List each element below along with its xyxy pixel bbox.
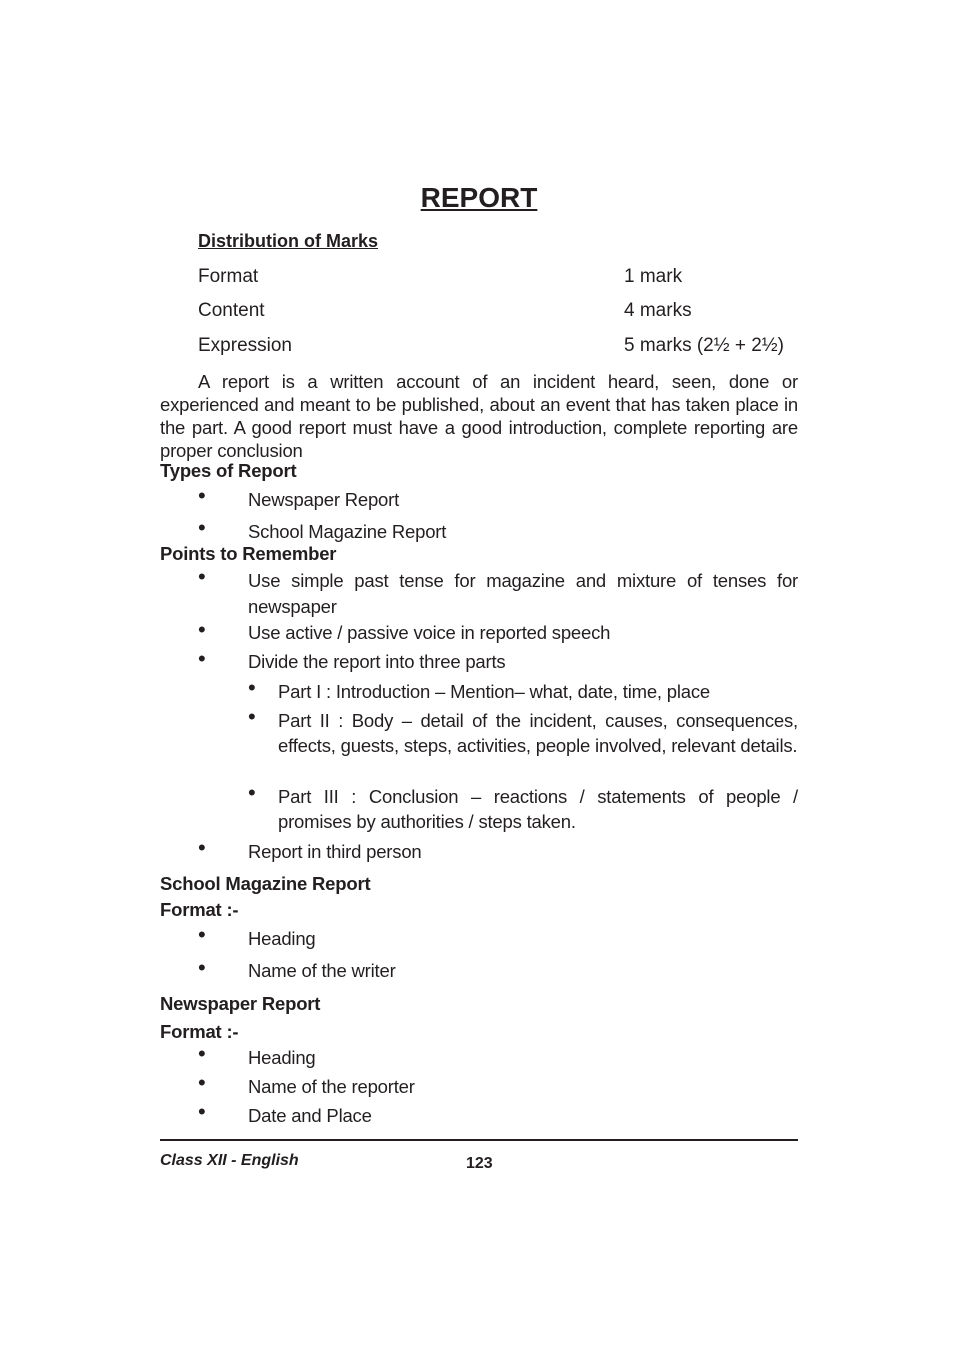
bullet-icon: • [248, 780, 256, 805]
list-item: Heading [248, 1047, 316, 1068]
sub-list-item: Part II : Body – detail of the incident, causes, consequences, effects, guests, steps, activities, people involved, relevant details. [278, 710, 798, 756]
bullet-icon: • [198, 483, 206, 508]
types-heading: Types of Report [160, 460, 297, 481]
footer-rule [160, 1139, 798, 1141]
bullet-icon: • [198, 955, 206, 980]
list-item: Report in third person [248, 841, 422, 862]
marks-value: 4 marks [624, 300, 692, 321]
list-item: Name of the writer [248, 960, 396, 981]
marks-value: 5 marks (2½ + 2½) [624, 335, 784, 356]
intro-paragraph: A report is a written account of an incident heard, seen, done or experienced and meant to be published, about an event that has taken place in the part. A good report must have a good introduction, complete reporting are proper conclusion [160, 371, 798, 461]
list-item: Name of the reporter [248, 1076, 415, 1097]
footer-class-label: Class XII - English [160, 1152, 299, 1169]
marks-label: Format [198, 266, 259, 287]
sub-list-item: Part I : Introduction – Mention– what, date, time, place [278, 681, 711, 702]
magazine-format-label: Format :- [160, 899, 239, 920]
bullet-icon: • [248, 675, 256, 700]
page-number: 123 [466, 1155, 493, 1172]
bullet-icon: • [198, 835, 206, 860]
newspaper-format-label: Format :- [160, 1021, 239, 1042]
marks-label: Expression [198, 335, 292, 356]
marks-value: 1 mark [624, 266, 683, 287]
bullet-icon: • [198, 1041, 206, 1066]
list-item: Divide the report into three parts [248, 651, 506, 672]
points-heading: Points to Remember [160, 543, 337, 564]
bullet-icon: • [198, 515, 206, 540]
list-item: Newspaper Report [248, 489, 400, 510]
bullet-icon: • [198, 1099, 206, 1124]
newspaper-heading: Newspaper Report [160, 993, 321, 1014]
list-item: Date and Place [248, 1105, 372, 1126]
list-item: Use active / passive voice in reported speech [248, 622, 611, 643]
list-item: Use simple past tense for magazine and mixture of tenses for newspaper [248, 570, 798, 617]
bullet-icon: • [198, 617, 206, 642]
bullet-icon: • [198, 1070, 206, 1095]
list-item: Heading [248, 928, 316, 949]
page-title: REPORT [420, 182, 538, 213]
bullet-icon: • [198, 564, 206, 589]
sub-list-item: Part III : Conclusion – reactions / statements of people / promises by authorities / steps taken. [278, 786, 798, 832]
bullet-icon: • [198, 922, 206, 947]
bullet-icon: • [198, 646, 206, 671]
distribution-heading: Distribution of Marks [198, 231, 379, 251]
bullet-icon: • [248, 704, 256, 729]
list-item: School Magazine Report [248, 521, 447, 542]
marks-label: Content [198, 300, 265, 321]
magazine-heading: School Magazine Report [160, 873, 371, 894]
